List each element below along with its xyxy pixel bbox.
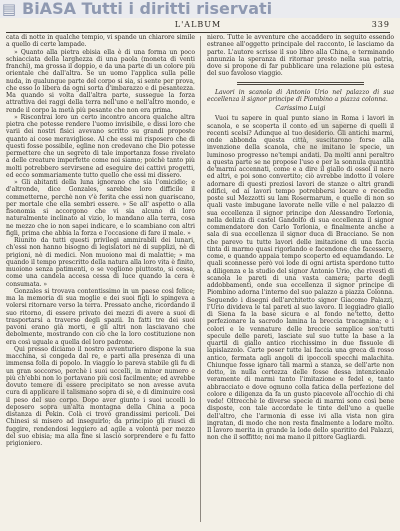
- paragraph: Riunito da tutti questi privilegi ammirabili dei lunari, ch'essi non hanno bisogno di legislatori nè di supplizi, nè di prigioni, nè di medici. Non muoiono mai di malattie; » ma quando il tempo prescritto della natura alla loro vita è finito, muoiono senza patimenti, o se vogliono piuttosto, si cessa, come una candela accesa cessa di luce quando la cera è consumata. »: [6, 237, 195, 288]
- paper-stain: [300, 120, 360, 160]
- watermark-text: BiASA Tutti i diritti riservati: [22, 0, 273, 18]
- paragraph: » Riscontrai loro un certo incontro ancora qualche altra pietra che potesse rendere l'uomo invisibile, e dissi loro che varii dei nostri fisici avevano scritto su grandi proposte quanto ai cose meravigliose. Al che essi mi risposero che di questi fosse possibile, egline non credevano che Dio potesse permettere che un segreto di tale importanza fosse rivelato a delle creature imperfette come noi siamo; poichè tanto più molti potrebbero servirsene ad eseguire dei cattivi progetti, ed ecco sommariamente tutto quello che essi mi dissero.: [6, 113, 195, 179]
- right-column: [207, 34, 394, 524]
- biasa-logo-icon: ▤: [1, 0, 17, 18]
- page-number: 339: [371, 20, 390, 29]
- journal-title: L'ALBUM: [174, 20, 222, 29]
- paragraph: » Gli abitanti della luna ignorano che sia l'omicidio; e d'altronde, dice Gonzales, sarebbe loro difficile il commetterne, perchè non v'è ferita che essi non guariscano, per mortale che ella sembri essere. » Se all' aspetto o alla fisonomia si accorgono che vi sia alcuno di loro naturalmente inclinato al vizio, lo mandano alla terra, cosa ne mezzo che io non sapei indicare, e lo scambiano con altri figli, prima che abbia la forza e l'occasione di fare il male. »: [6, 179, 195, 237]
- paragraph: Vuoi tu sapere in qual punto siano in Roma i lavori in scanola, e se scoperta il conto ed un saperne di quelli il recenti scelsi? Adunque al tuo desiderio. Gli antichi marmi, onde abbonda questa città, suscitarono forse alla invenzione della scanola, che ne imitano le specie, un luminoso progresso ne'tempi andati. Da molti anni peraltro a questa parte se ne propose l'uso e per la sonnula quantità de'marmi accennati, come e a dire il giallo di ossol il nero ed altri, e poi sono convertito; ciò avrebbe indotto il volere adornare di questi preziosi lavori de stanze o altri grandi edifici, ed ai lavori tempo potrebbersi locare e recedin poste sul Mezzotti su lam Rosermarum, e quelle di non so quali vaste imbugane lavorate nelle ville e nel palazzo di sua eccellenza il signor principe don Alessandro Torlonia, nella delizia di castel Gandolfo di sua eccellenza il signor commendatore don Carlo Torlonia, e finalmente anche a sala di sua eccellenza il signor duca di Bracciano. Se non che parevo tu tutte lavori delle imitazione di una faccia tinta di marmo quasi rigorlando e facendone che facessero, come, e quando appaia tempo scoperto ed equamdando. Le quali sconnesse però voi lode di ogni artista sperdono tutto a diligenza e la studio del signor Antonio Urio, che rivestì di scanola le pareti di una vasta camera; parte degli addobbamenti, onde sua eccellenza il signor principe di Piombino adorna l'interno del suo palazzo a piazza Colonna. Seguendo i disegni dell'architetto signor Giacomo Palazzi, l'Urio divideva le tal pareti al suo lavoro. Il leggiadro giallo di Siena fa la base sicura e al fondo ne'tetto, detto perfezionare la sacrodo lamina la breccia tracagnina; e i colori e le vennature delle breccie semplice son'tutti specule delle pareti, lasciate sul suo tutte la base a la quartil di giallo antico ricchissimo in due fissuole di lapislazzolo. Carte poser tutte lai faccia una greca di rosso antico, fermata agli angoli di ipoccoli specchi malachita. Chiunque fosse ignaro tali marmi a stanza, se dell'arte non dotto, in nulla certezza delle fosse dessa intenzionalo veramente di marmi tanto l'imitazione e fedel e, tanto abbracciato e dove ognuno colla fatica della perfezione del colore e diligenza da fa un gusto piacevole all'occhio di chi vede! Oltrecchè le diverse specie di marmi sono così bene disposte, con tale accordate le tinte dell'uno a quelle dell'altro, che l'armonia di esse ivi alla vista non gira ingratan, di modo che non resta finalmente a lodare molto. Il lavoro merita in grande la lode dello sparitito del Palazzi, non che il soffitto; noi ma mano il pittore Gagliardi.: [207, 115, 394, 442]
- left-column: [6, 34, 195, 524]
- paper-stain: [40, 380, 90, 410]
- paragraph: cata di notte in qualche tempio, vi spande un chiarore simile a quello di certe lampade.: [6, 34, 195, 49]
- salutation: Carissimo Luigi: [275, 105, 326, 112]
- section-rule: [237, 82, 364, 85]
- running-header: [6, 18, 390, 33]
- article-title: Lavori in scanola di Antonio Urio nel palazzo di sua eccellenza il signor principe di Piombino a piazza colonna.: [207, 88, 394, 103]
- paragraph: niero. Tutte le avventure che accaddero in seguito essendo estranee all'oggetto principale del racconto, le lasciamo da parte. L'autore scrisse il suo libro alla China, e terminando annunzia la speranza di ritornar presto nella sua patria, dove si propone di far pubblicare una relazione più estesa del suo favoloso viaggio.: [207, 34, 394, 78]
- paragraph: » Quanto alla pietra ebisia ella è di una forma un poco schiacciata della larghezza di una paola (moneta di venti franchi), ma grossa il doppio, e da una parte di un colore più orientale che dall'altra. Se un uomo l'applica sulla pelle nuda, in qualunque parte del corpo si sia, si sente per prova, che esso lo libera da ogni sorta d'imbarazzo e di pesantezza. Ma quando si volta dall'altra parte, sussegue la forza attrattiva dei raggi della terra nell'uno e nell'altro mondo, e rende il corpo la metà più pesante che non era prima.: [6, 48, 195, 114]
- paragraph: Gonzales si trovava contentissimo in un paese così felice; ma la memoria di sua moglie e dei suoi figli lo spingeva a volersi ritornare verso la terra. Pressato anche, ricordando il suo ritorno, di essere privato dei mezzi di avere a suoi di trasportarsi a traverso degli spazii. In fatti tre dei suoi pavoni erano già morti, e gli altri non lasciavano che debolmente, mostrando con ciò che la loro costituzione non era così uguale a quella del loro padrone.: [6, 287, 195, 346]
- column-divider: [200, 36, 201, 522]
- watermark-banner: [0, 0, 400, 18]
- paragraph: Qui presso diciamo il nostro avventuriero dispone la sua macchina, si congeda dal re, e parti alla presenza di una immensa folla di popolo. In viaggio lo pareva stabile gli fu di un gran soccorso, perchè i suoi uccelli, in minor numero e più ch'ebbi non lo portavano più così facilmente; ed avrebbe dovuto temere di essere precipitato se non avesse avuta cura di applicare il talismano sopra di sè, e di diminuire così il peso del suo corpo. Dopo aver giunto i suoi uccelli lo deposero sopra un'alta montagna della China a poca distanza di Pekin. Colà ci trovò grandissimi pericoli. Dei Chinesi si misero ad inseguirlo; da principio gli riuscì di fuggire, rendendosi leggiero ad agile a volontà per mezzo del suo ebisia; ma alla fine si lasciò sorprendere e fu fatto prigioniero.: [6, 345, 195, 447]
